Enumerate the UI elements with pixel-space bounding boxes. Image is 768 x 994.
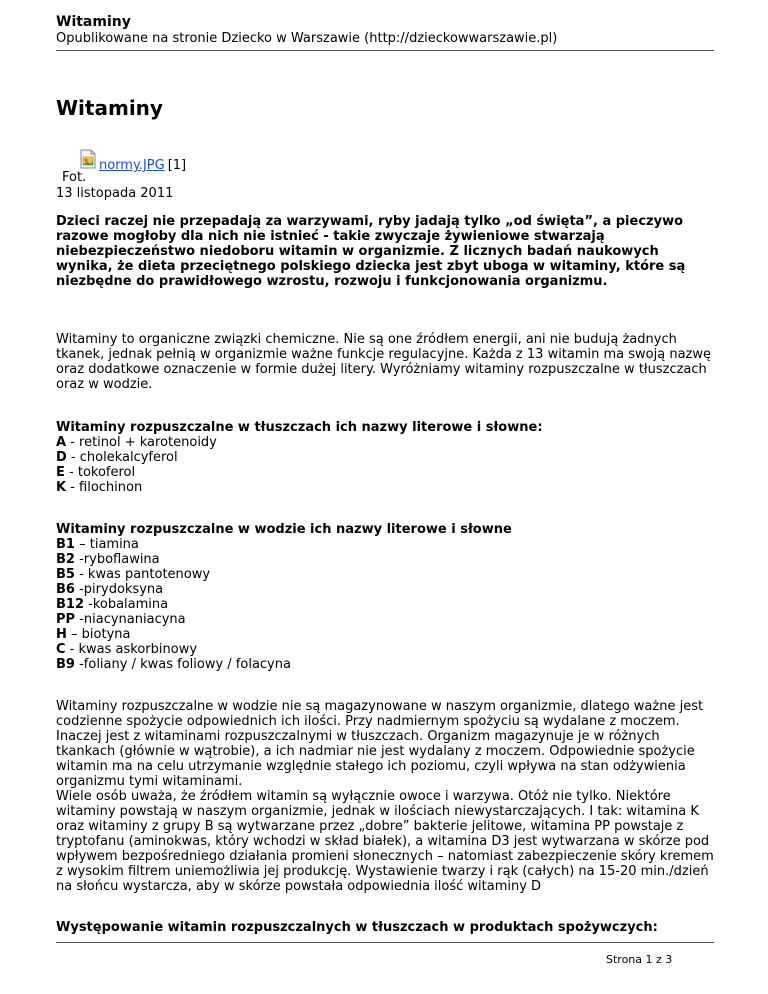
vitamin-name: -niacynaniacyna [75,612,186,627]
section-heading: Występowanie witamin rozpuszczalnych w tłuszczach w produktach spożywczych: [56,920,658,935]
vitamin-name: -pirydoksyna [74,582,164,597]
list-item [56,627,716,642]
list-item [56,480,716,495]
list-item [56,552,716,567]
vitamin-letter: B2 [56,552,75,567]
vitamin-name: - tokoferol [64,465,136,480]
vitamin-name: – biotyna [66,627,131,642]
vitamin-letter: A [56,435,67,450]
fat-soluble-vitamins-list [56,420,716,495]
list-item [56,567,716,582]
list-item [56,450,716,465]
vitamin-name: – tiamina [74,537,139,552]
publication-date: 13 listopada 2011 [56,186,174,201]
vitamin-letter: H [56,627,67,642]
vitamin-letter: C [56,642,66,657]
list-item [56,612,716,627]
vitamin-letter: B5 [56,567,75,582]
vitamin-letter: B1 [56,537,75,552]
footer-divider [56,942,714,943]
body-text [56,699,716,894]
vitamin-letter: B6 [56,582,75,597]
vitamin-letter: E [56,465,65,480]
list-item [56,435,716,450]
water-soluble-vitamins-list [56,522,716,672]
vitamin-name: - kwas pantotenowy [74,567,211,582]
published-source: Opublikowane na stronie Dziecko w Warszawie (http://dzieckowwarszawie.pl) [56,31,558,46]
photo-caption: Fot. [62,170,87,185]
image-reference: [1] [167,158,187,173]
vitamin-letter: D [56,450,67,465]
vitamin-name: - retinol + karotenoidy [66,435,217,450]
storage-paragraph: Witaminy rozpuszczalne w wodzie nie są magazynowane w naszym organizmie, dlatego ważne jest codzienne spożycie odpowiednich ich ilości. Przy nadmiernym spożyciu są wydalane z moczem. Inaczej jest z witaminami rozpuszczalnymi w tłuszczach. Organizm magazynuje je w różnych tkankach (głównie w wątrobie), a ich nadmiar nie jest wydalany z moczem. Odpowiednie spożycie witamin ma na celu utrzymanie względnie stałego ich poziomu, czyli wpływa na stan odżywienia organizmu tymi witaminami. [56,699,704,789]
image-placeholder [80,149,186,173]
vitamin-name: - filochinon [66,480,143,495]
page-header [56,14,714,47]
water-soluble-heading: Witaminy rozpuszczalne w wodzie ich nazwy literowe i słowne [56,522,512,537]
vitamin-name: -kobalamina [84,597,169,612]
vitamin-letter: B9 [56,657,75,672]
article-lead: Dzieci raczej nie przepadają za warzywami, ryby jadają tylko „od święta”, a pieczywo razowe mogłoby dla nich nie istnieć - takie zwyczaje żywieniowe stwarzają niebezpieczeństwo niedoboru witamin w organizmie. Z licznych badań naukowych wynika, że dieta przeciętnego polskiego dziecka jest zbyt uboga w witaminy, które są niezbędne do prawidłowego wzrostu, rozwoju i funkcjonowania organizmu. [56,214,686,289]
page-number: Strona 1 z 3 [606,953,673,966]
vitamin-letter: K [56,480,67,495]
image-file-link[interactable]: normy.JPG [99,158,165,173]
list-item [56,582,716,597]
vitamin-name: -ryboflawina [74,552,160,567]
list-item [56,597,716,612]
header-divider [56,50,714,51]
site-title: Witaminy [56,14,131,30]
vitamin-name: -foliany / kwas foliowy / folacyna [74,657,291,672]
page-title: Witaminy [56,96,163,120]
list-item [56,657,716,672]
sources-paragraph: Wiele osób uważa, że źródłem witamin są wyłącznie owoce i warzywa. Otóż nie tylko. Niektóre witaminy powstają w naszym organizmie, jednak w ilościach niewystarczających. I tak: witamina K oraz witaminy z grupy B są wytwarzane przez „dobre” bakterie jelitowe, witamina PP powstaje z tryptofanu (aminokwas, który wchodzi w skład białek), a witamina D3 jest wytwarzana w skórze pod wpływem bezpośredniego działania promieni słonecznych – natomiast zabezpieczenie skóry kremem z wysokim filtrem uniemożliwia jej produkcję. Wystawienie twarzy i rąk (całych) na 15-20 min./dzień na słońcu wystarcza, aby w skórze powstała odpowiednia ilość witaminy D [56,789,714,894]
vitamin-name: - kwas askorbinowy [65,642,198,657]
vitamin-name: - cholekalcyferol [66,450,178,465]
list-item [56,642,716,657]
vitamin-letter: PP [56,612,76,627]
intro-paragraph: Witaminy to organiczne związki chemiczne. Nie są one źródłem energii, ani nie budują żadnych tkanek, jednak pełnią w organizmie ważne funkcje regulacyjne. Każda z 13 witamin ma swoją nazwę oraz dodatkowe oznaczenie w formie dużej litery. Wyróżniamy witaminy rozpuszczalne w tłuszczach oraz w wodzie. [56,332,712,392]
fat-soluble-heading: Witaminy rozpuszczalne w tłuszczach ich nazwy literowe i słowne: [56,420,543,435]
list-item [56,537,716,552]
vitamin-letter: B12 [56,597,84,612]
list-item [56,465,716,480]
